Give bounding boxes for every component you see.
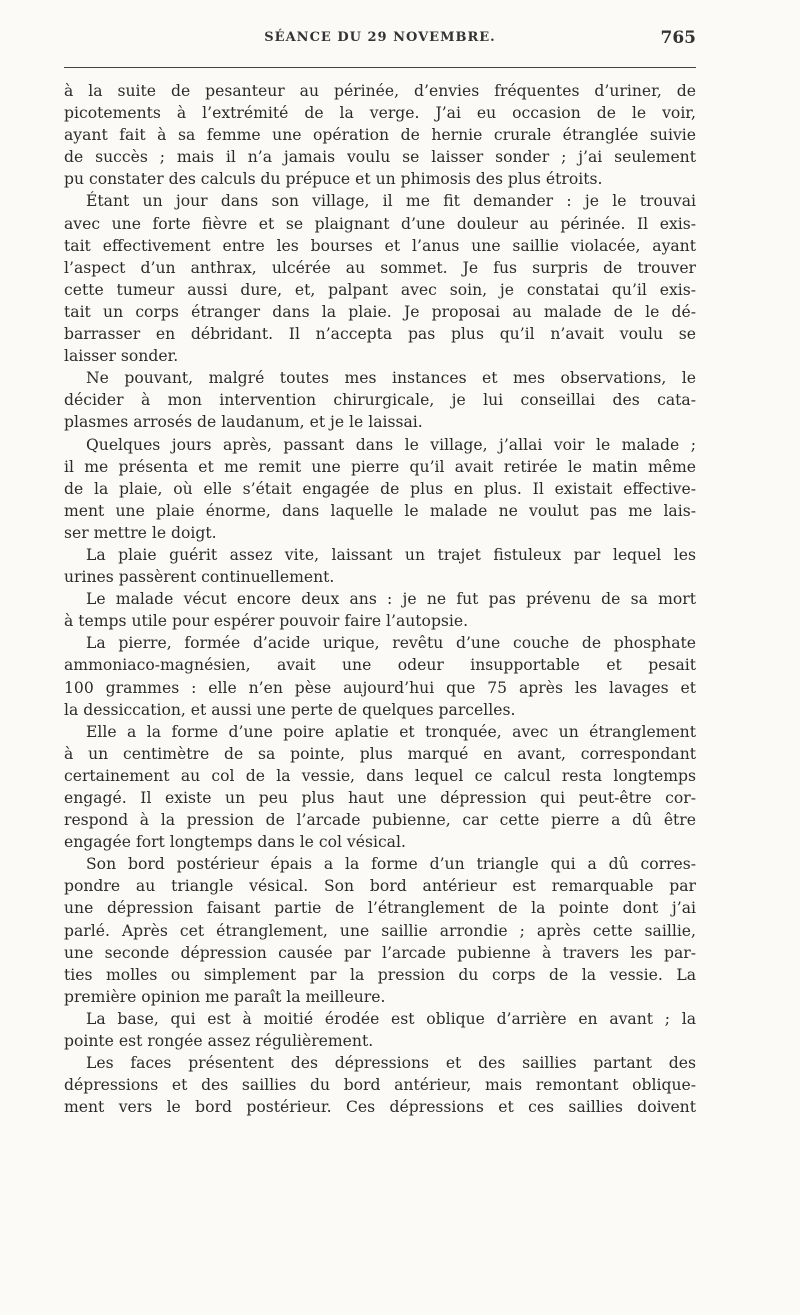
header-title: SÉANCE DU 29 NOVEMBRE. [264, 30, 496, 45]
text-line: à un centimètre de sa pointe, plus marqué en avant, correspondant [64, 744, 696, 763]
text-line: urines passèrent continuellement. [64, 568, 335, 587]
text-line: tait un corps étranger dans la plaie. Je proposai au malade de le dé- [64, 302, 696, 321]
text-line: pu constater des calculs du prépuce et un phimosis des plus étroits. [64, 170, 603, 189]
text-line: ayant fait à sa femme une opération de hernie crurale étranglée suivie [64, 126, 696, 145]
text-line: engagée fort longtemps dans le col vésical. [64, 833, 406, 852]
text-line: Quelques jours après, passant dans le village, j’allai voir le malade ; [86, 435, 696, 454]
text-line: Elle a la forme d’une poire aplatie et tronquée, avec un étranglement [86, 722, 696, 741]
text-line: 100 grammes : elle n’en pèse aujourd’hui que 75 après les lavages et [64, 678, 696, 697]
text-line: tait effectivement entre les bourses et l’anus une saillie violacée, ayant [64, 236, 696, 255]
text-line: barrasser en débridant. Il n’accepta pas plus qu’il n’avait voulu se [64, 325, 696, 344]
text-line: première opinion me paraît la meilleure. [64, 987, 386, 1006]
text-line: La pierre, formée d’acide urique, revêtu d’une couche de phosphate [86, 634, 696, 653]
text-line: ammoniaco-magnésien, avait une odeur insupportable et pesait [64, 656, 696, 675]
text-line: à temps utile pour espérer pouvoir faire l’autopsie. [64, 612, 469, 631]
text-line: il me présenta et me remit une pierre qu’il avait retirée le matin même [64, 457, 696, 476]
text-line: plasmes arrosés de laudanum, et je le laissai. [64, 413, 423, 432]
text-line: une seconde dépression causée par l’arcade pubienne à travers les par- [64, 943, 696, 962]
text-line: la dessiccation, et aussi une perte de quelques parcelles. [64, 700, 516, 719]
text-line: La plaie guérit assez vite, laissant un trajet fistuleux par lequel les [86, 545, 696, 564]
text-line: respond à la pression de l’arcade pubienne, car cette pierre a dû être [64, 811, 696, 830]
text-line: décider à mon intervention chirurgicale, je lui conseillai des cata- [64, 391, 696, 410]
text-line: ment une plaie énorme, dans laquelle le malade ne voulut pas me lais- [64, 501, 696, 520]
body-text [64, 80, 696, 1118]
text-line: de succès ; mais il n’a jamais voulu se laisser sonder ; j’ai seulement [64, 148, 696, 167]
running-header [64, 30, 696, 58]
text-line: ser mettre le doigt. [64, 523, 217, 542]
text-line: pondre au triangle vésical. Son bord antérieur est remarquable par [64, 877, 696, 896]
text-line: Son bord postérieur épais a la forme d’un triangle qui a dû corres- [86, 855, 696, 874]
text-line: ties molles ou simplement par la pression du corps de la vessie. La [64, 965, 696, 984]
text-line: parlé. Après cet étranglement, une saillie arrondie ; après cette saillie, [64, 921, 696, 940]
text-line: Ne pouvant, malgré toutes mes instances et mes observations, le [86, 369, 696, 388]
text-line: picotements à l’extrémité de la verge. J’ai eu occasion de le voir, [64, 104, 696, 123]
text-line: avec une forte fièvre et se plaignant d’une douleur au périnée. Il exis- [64, 214, 696, 233]
text-line: l’aspect d’un anthrax, ulcérée au sommet. Je fus surpris de trouver [64, 258, 696, 277]
text-line: Les faces présentent des dépressions et des saillies partant des [86, 1054, 696, 1073]
text-line: pointe est rongée assez régulièrement. [64, 1032, 374, 1051]
text-line: ment vers le bord postérieur. Ces dépressions et ces saillies doivent [64, 1098, 696, 1117]
text-line: engagé. Il existe un peu plus haut une dépression qui peut-être cor- [64, 789, 696, 807]
text-line: cette tumeur aussi dure, et, palpant avec soin, je constatai qu’il exis- [64, 280, 696, 299]
text-line: dépressions et des saillies du bord antérieur, mais remontant oblique- [64, 1076, 696, 1095]
text-line: une dépression faisant partie de l’étranglement de la pointe dont j’ai [64, 899, 696, 918]
text-line: de la plaie, où elle s’était engagée de plus en plus. Il existait effective- [64, 479, 696, 498]
text-line: certainement au col de la vessie, dans lequel ce calcul resta longtemps [64, 766, 696, 785]
text-line: à la suite de pesanteur au périnée, d’envies fréquentes d’uriner, de [64, 82, 696, 100]
header-rule [64, 67, 696, 68]
text-line: laisser sonder. [64, 347, 179, 366]
page-number: 765 [660, 28, 696, 48]
text-line: Étant un jour dans son village, il me fit demander : je le trouvai [86, 192, 696, 211]
text-line: Le malade vécut encore deux ans : je ne fut pas prévenu de sa mort [86, 590, 696, 609]
text-line: La base, qui est à moitié érodée est oblique d’arrière en avant ; la [86, 1009, 696, 1028]
